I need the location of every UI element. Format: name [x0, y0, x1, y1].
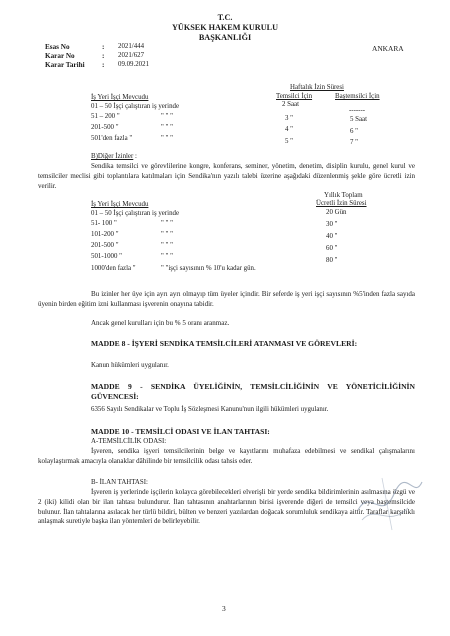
city: ANKARA — [372, 44, 404, 53]
meta-label: Karar Tarihi — [45, 61, 85, 69]
table-row-quotes: " "işçi sayısının % 10'u kadar gün. — [161, 265, 256, 272]
meta-label: Karar No — [45, 52, 75, 60]
table-row-range: 01 – 50 İşçi çalıştıran iş yerinde — [91, 103, 180, 110]
weekly-leave-title: Haftalık İzin Süresi — [290, 84, 344, 91]
section-b-paragraph: Sendika temsilci ve görevlilerine kongre, konferans, seminer, yönetim, denetim, disiplin kurulu, genel kurul ve temsilciler meclisi gibi toplantılara katılmaları için Sendika'nın yazılı talebi üzerine aşağıdaki düzenlenmiş şekle göre ücretli izin verilir. — [38, 162, 415, 190]
table-row-range: 201-500 " — [91, 124, 119, 131]
table-row-range: 501-1000 " — [91, 253, 122, 260]
leave-paragraph: Bu izinler her üye için ayrı ayrı olmayıp tüm üyeler içindir. Bir seferde iş yeri işçi sayısının %5'inden fazla sayıda üyenin birden eğitim izni kullanması işverenin onayına tabidir. — [38, 290, 415, 308]
table-row-b: 6 " — [350, 128, 358, 135]
col-bastemsilci: Baştemsilci İçin — [335, 93, 380, 100]
madde-10-title: MADDE 10 - TEMSİLCİ ODASI VE İLAN TAHTASI: — [91, 427, 270, 436]
meta-value: 2021/627 — [118, 52, 145, 59]
madde-10-para-a: İşveren, sendika işyeri temsilcilerinin belge ve kayıtlarını muhafaza edebilmesi ve sendikal çalışmalarını kolaylaştırmak amacıyla olanaklar dâhilinde bir temsilcilik odası tahsis eder. — [38, 447, 415, 465]
meta-value: 2021/444 — [118, 43, 145, 50]
table-row-range: 51 – 200 " — [91, 113, 120, 120]
meta-sep: : — [102, 61, 105, 69]
table-row-range: 101-200 " — [91, 231, 119, 238]
section-b-heading — [91, 152, 137, 162]
general-assembly-paragraph: Ancak genel kurulları için bu % 5 oranı aranmaz. — [91, 319, 230, 327]
table-row-range: 01 – 50 İşçi çalıştıran iş yerinde — [91, 210, 180, 217]
table2-header-total: Yıllık Toplam — [324, 192, 363, 199]
meta-label: Esas No — [45, 43, 70, 51]
table2-header-left: İş Yeri İşçi Mevcudu — [91, 201, 149, 208]
table-row-range: 501'den fazla " — [91, 135, 133, 142]
table-row-quotes: " " " — [161, 135, 173, 142]
table-row-quotes: " " " — [161, 220, 173, 227]
table-row-val: 30 " — [326, 221, 338, 228]
madde-10-sub-b: B- İLAN TAHTASI: — [91, 479, 148, 486]
table-row-quotes: " " " — [161, 231, 173, 238]
table-row-val: 20 Gün — [326, 209, 347, 216]
col-temsilci: Temsilci İçin — [276, 93, 313, 100]
madde-8-body: Kanun hükümleri uygulanır. — [91, 362, 169, 369]
table-row-b: ------- — [349, 107, 366, 114]
header-tc: T.C. — [217, 13, 233, 22]
table-row-range: 201-500 " — [91, 242, 119, 249]
table-header-left: İş Yeri İşçi Mevcudu — [91, 94, 149, 101]
table-row-quotes: " " " — [161, 242, 173, 249]
table-row-a: 4 " — [285, 126, 293, 133]
table-row-a: 2 Saat — [282, 101, 300, 108]
header-department: BAŞKANLIĞI — [198, 33, 252, 42]
section-b-colon: : — [135, 153, 137, 160]
madde-8-title: MADDE 8 - İŞYERİ SENDİKA TEMSİLCİLERİ ATANMASI VE GÖREVLERİ: — [91, 339, 358, 348]
table-row-b: 5 Saat — [350, 116, 368, 123]
meta-value: 09.09.2021 — [118, 61, 150, 68]
madde-9-body: 6356 Sayılı Sendikalar ve Toplu İş Sözleşmesi Kanunu'nun ilgili hükümleri uygulanır. — [91, 406, 329, 413]
meta-sep: : — [102, 52, 105, 60]
table2-header-paid: Ücretli İzin Süresi — [316, 200, 367, 207]
table-row-a: 3 " — [285, 115, 293, 122]
table-row-val: 40 " — [326, 233, 338, 240]
table-row-quotes: " " " — [161, 253, 173, 260]
table-row-b: 7 " — [350, 139, 358, 146]
meta-sep: : — [102, 43, 105, 51]
page-number: 3 — [222, 604, 226, 613]
table-row-val: 60 " — [326, 245, 338, 252]
table-row-quotes: " " " — [161, 124, 173, 131]
madde-10-sub-a: A-TEMSİLCİLİK ODASI: — [91, 438, 167, 445]
table-row-val: 80 " — [326, 257, 338, 264]
table-row-quotes: " " " — [161, 113, 173, 120]
section-b-title: B)Diğer İzinler — [91, 153, 134, 160]
table-row-range: 1000'den fazla " — [91, 265, 136, 272]
header-institution: YÜKSEK HAKEM KURULU — [172, 23, 278, 32]
madde-10-para-b: İşveren iş yerlerinde işçilerin kolayca görebilecekleri elverişli bir yerde sendika bildirimlerinin asılmasına özgü ve 2 (iki) kilidi olan bir ilan tahtası bulundurur. İlan tahtasının anahtarlarının birisi işverende diğeri de temsilci veya baştemsilcide bulunur. İlan tahtalarına asılacak her türlü bildiri, bülten ve benzeri yazılardan doğacak sorumluluk sendikaya aittir. Taraflar karşılıklı anlaşmak suretiyle başka ilan yöntemleri de belirleyebilir. — [38, 488, 415, 526]
table-row-a: 5 " — [285, 138, 293, 145]
madde-9-title: MADDE 9 - SENDİKA ÜYELİĞİNİN, TEMSİLCİLİĞİNİN VE YÖNETİCİLİĞİNİN GÜVENCESİ: — [91, 382, 415, 402]
table-row-range: 51- 100 " — [91, 220, 117, 227]
